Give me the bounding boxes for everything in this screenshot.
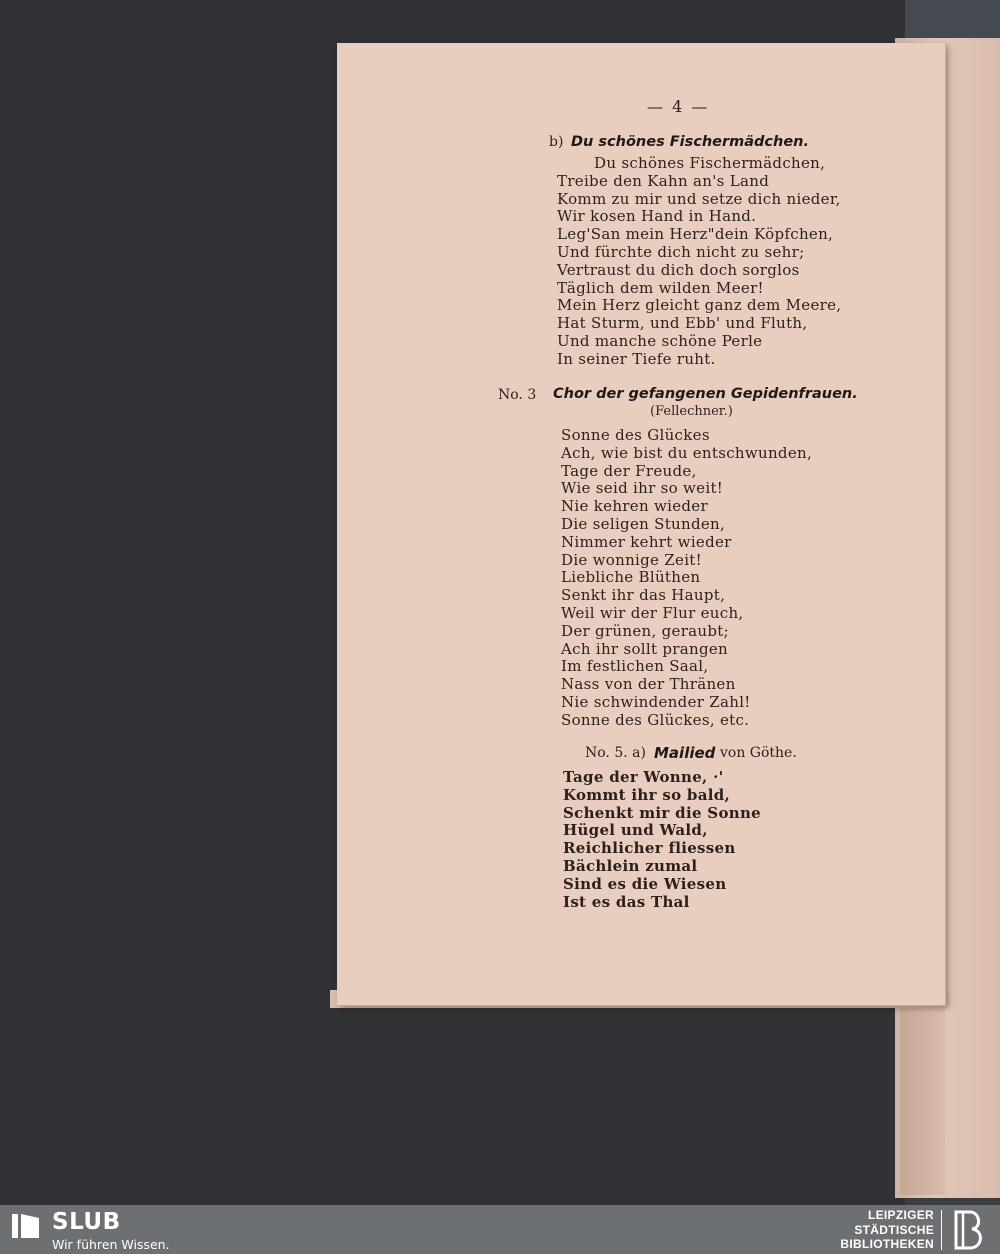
lsb-line: LEIPZIGER	[867, 1208, 934, 1222]
poem-line: Im festlichen Saal,	[561, 657, 709, 676]
no5-author: von Göthe.	[720, 745, 797, 761]
poem-line: Und fürchte dich nicht zu sehr;	[557, 242, 805, 261]
poem-line: In seiner Tiefe ruht.	[557, 349, 716, 368]
poem-line: Hügel und Wald,	[563, 821, 708, 840]
no3-title: Chor der gefangenen Gepidenfrauen.	[553, 386, 858, 402]
poem-line: Senkt ihr das Haupt,	[561, 586, 726, 605]
poem-line: Hat Sturm, und Ebb' und Fluth,	[557, 314, 808, 333]
no3-composer: (Fellechner.)	[650, 404, 733, 419]
poem-line: Ach, wie bist du entschwunden,	[561, 443, 813, 462]
poem-line: Wir kosen Hand in Hand.	[557, 207, 757, 226]
footer-bar	[0, 1205, 1000, 1254]
poem-line: Reichlicher fliessen	[563, 839, 736, 858]
no5-title: Mailied	[654, 744, 716, 762]
poem-line: Vertraust du dich doch sorglos	[557, 260, 800, 279]
lsb-logo-icon[interactable]	[952, 1209, 990, 1251]
no3-poem	[561, 427, 812, 730]
poem-line: Nass von der Thränen	[561, 675, 736, 694]
poem-line: Nie schwindender Zahl!	[561, 692, 751, 711]
poem-line: Täglich dem wilden Meer!	[557, 278, 764, 297]
section-b-title: Du schönes Fischermädchen.	[571, 134, 810, 150]
poem-line: Komm zu mir und setze dich nieder,	[557, 189, 841, 208]
slub-name[interactable]: SLUB	[52, 1209, 121, 1235]
poem-line: Wie seid ihr so weit!	[561, 479, 724, 498]
lsb-divider	[941, 1210, 942, 1250]
poem-line: Tage der Freude,	[561, 461, 697, 480]
poem-line: Du schönes Fischermädchen,	[594, 154, 826, 172]
section-b-label: b)	[549, 134, 564, 150]
poem-line: Sind es die Wiesen	[563, 874, 727, 893]
back-page-fold	[900, 1005, 945, 1195]
poem-line: Sonne des Glückes, etc.	[561, 710, 750, 729]
poem-line: Nimmer kehrt wieder	[561, 532, 732, 551]
poem-line: Ach ihr sollt prangen	[561, 639, 728, 658]
lsb-wordmark[interactable]	[840, 1208, 934, 1252]
no3-label: No. 3	[498, 387, 537, 403]
poem-line: Und manche schöne Perle	[557, 331, 763, 350]
poem-line: Weil wir der Flur euch,	[561, 603, 744, 622]
poem-line: Die seligen Stunden,	[561, 514, 726, 533]
no5-label: No. 5. a)	[585, 745, 646, 761]
poem-line: Der grünen, geraubt;	[561, 621, 729, 640]
section-b-poem	[557, 155, 841, 369]
lsb-line: BIBLIOTHEKEN	[840, 1237, 934, 1251]
poem-line: Bächlein zumal	[563, 856, 698, 875]
poem-line: Leg'San mein Herz"dein Köpfchen,	[557, 225, 834, 244]
scanner-edge-top	[905, 0, 1000, 42]
poem-line: Mein Herz gleicht ganz dem Meere,	[557, 296, 842, 315]
poem-line: Schenkt mir die Sonne	[563, 803, 762, 822]
poem-line: Treibe den Kahn an's Land	[557, 171, 770, 190]
no5-poem	[563, 769, 761, 911]
poem-line: Kommt ihr so bald,	[563, 785, 731, 804]
slub-logo-icon[interactable]	[12, 1212, 40, 1240]
poem-line: Die wonnige Zeit!	[561, 550, 702, 569]
poem-line: Tage der Wonne, ·'	[563, 768, 724, 786]
lsb-line: STÄDTISCHE	[854, 1222, 934, 1237]
slub-tagline: Wir führen Wissen.	[52, 1237, 170, 1252]
poem-line: Liebliche Blüthen	[561, 568, 701, 587]
page-number: — 4 —	[647, 97, 710, 116]
poem-line: Sonne des Glückes	[561, 426, 710, 444]
poem-line: Ist es das Thal	[563, 892, 690, 911]
poem-line: Nie kehren wieder	[561, 497, 708, 516]
